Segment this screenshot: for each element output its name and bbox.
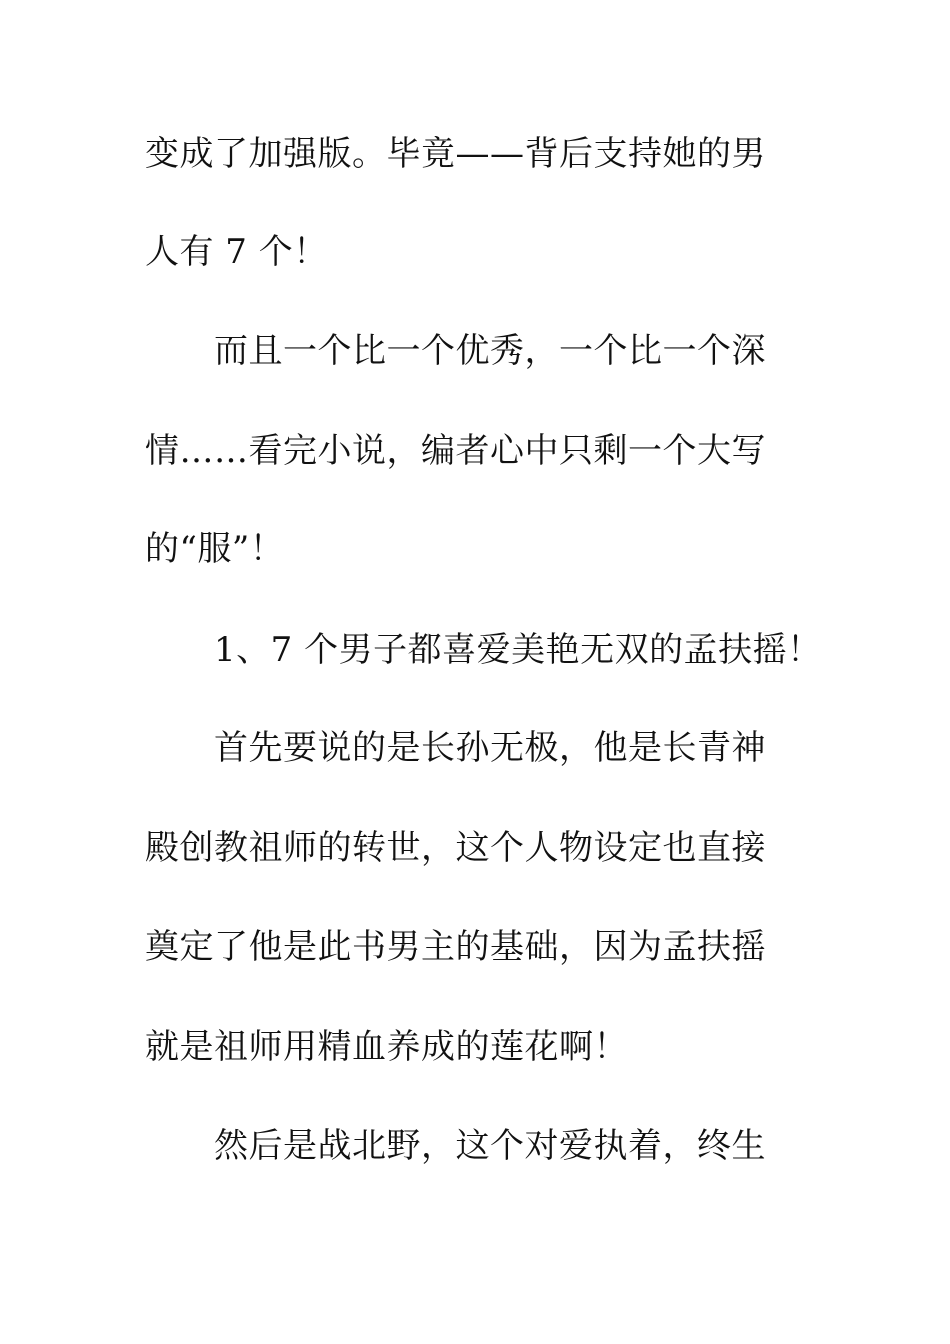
paragraph-3-line-1: 首先要说的是长孙无极，他是长青神 bbox=[214, 728, 766, 768]
text-line-2: 人有 7 个！ bbox=[145, 232, 328, 272]
paragraph-2-line-3: 的“服”！ bbox=[145, 529, 285, 569]
paragraph-3-line-4: 就是祖师用精血养成的莲花啊！ bbox=[145, 1027, 628, 1067]
paragraph-2-line-1: 而且一个比一个优秀，一个比一个深 bbox=[214, 331, 766, 371]
text-line-1: 变成了加强版。毕竟——背后支持她的男 bbox=[145, 134, 766, 174]
paragraph-3-line-3: 奠定了他是此书男主的基础，因为孟扶摇 bbox=[145, 927, 766, 967]
paragraph-3-line-2: 殿创教祖师的转世，这个人物设定也直接 bbox=[145, 828, 766, 868]
paragraph-2-line-2: 情……看完小说，编者心中只剩一个大写 bbox=[145, 431, 766, 471]
paragraph-4-line-1: 然后是战北野，这个对爱执着，终生 bbox=[214, 1126, 766, 1166]
section-heading-1: 1、7 个男子都喜爱美艳无双的孟扶摇！ bbox=[214, 630, 822, 670]
